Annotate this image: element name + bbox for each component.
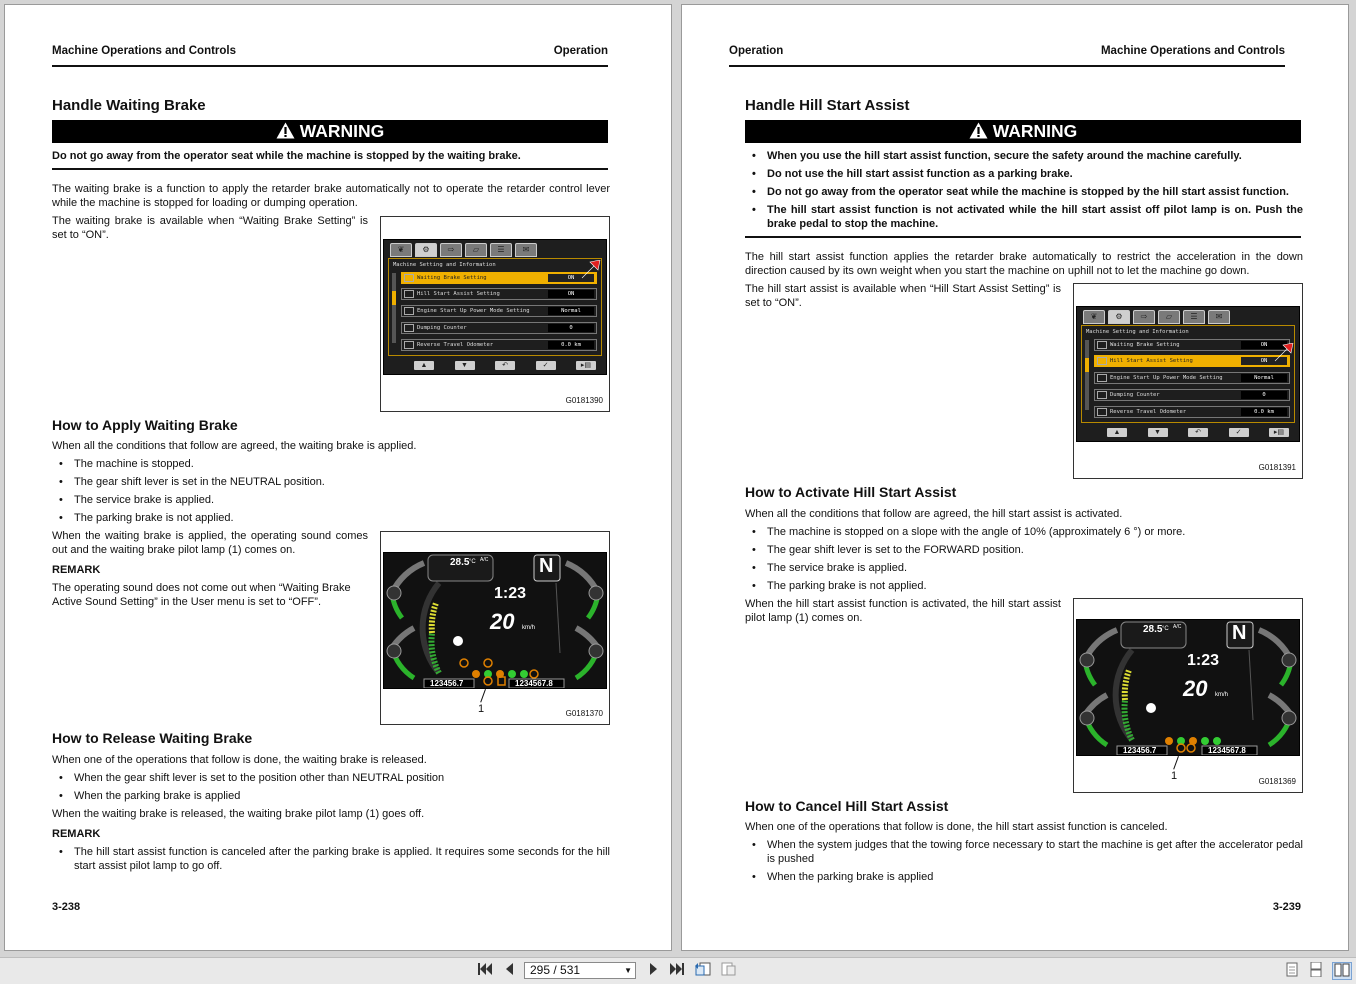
menu-row-waiting-brake: Waiting Brake Setting ON — [401, 272, 597, 284]
figure-code: G0181370 — [565, 709, 603, 718]
viewer-toolbar — [0, 957, 1356, 984]
monitor-settings-screen — [1076, 306, 1300, 442]
intro-paragraph: The waiting brake is a function to apply the retarder brake automatically not to operate the retarder control lever while the machine is stopped for loading or dumping operation. — [52, 183, 610, 209]
warning-banner — [52, 120, 608, 143]
dropdown-arrow-icon: ▼ — [624, 966, 632, 975]
remark-list — [52, 846, 610, 873]
menu-row-waiting-brake: Waiting Brake Setting ON — [1094, 339, 1290, 351]
confirm-icon: ✓ — [1229, 428, 1249, 437]
temperature-unit: °C — [469, 559, 476, 565]
list-item: • When the parking brake is applied — [745, 871, 1303, 885]
list-item: • When the parking brake is applied — [52, 790, 612, 804]
header-right: Machine Operations and Controls — [1100, 45, 1285, 57]
apply-conditions-list — [52, 458, 612, 526]
page-icon: ▸▤ — [576, 361, 596, 370]
activate-after-paragraph: When the hill start assist function is activated, the hill start assist pilot lamp (1) comes on. — [745, 598, 1061, 624]
clock: 1:23 — [1187, 652, 1220, 669]
callout-leader — [1173, 756, 1179, 769]
page-indicator: 295 / 531 — [530, 963, 581, 977]
settings-tab-icon: ⚙ — [415, 243, 437, 257]
callout-number: 1 — [478, 703, 485, 715]
screen-buttons — [1107, 428, 1289, 438]
dashboard-figure — [1073, 598, 1303, 793]
previous-view-icon[interactable] — [694, 962, 712, 980]
warning-divider — [745, 236, 1301, 238]
gear-indicator: N — [539, 555, 554, 577]
page-icon: ▸▤ — [1269, 428, 1289, 437]
power-mode-icon — [1097, 374, 1107, 382]
cancel-heading: How to Cancel Hill Start Assist — [745, 798, 949, 814]
list-tab-icon: ☰ — [1183, 310, 1205, 324]
list-item: • Do not go away from the operator seat while the machine is stopped by the hill start assist function. — [745, 186, 1303, 200]
last-page-icon[interactable] — [668, 962, 686, 980]
instrument-panel — [383, 552, 607, 689]
page-number: 3-239 — [1272, 901, 1301, 913]
truck-tab-icon: ▱ — [1158, 310, 1180, 324]
two-page-view-icon[interactable] — [1332, 962, 1352, 980]
list-item: • The machine is stopped on a slope with the angle of 10% (approximately 6 °) or more. — [745, 526, 1303, 540]
cancel-conditions-list — [745, 839, 1303, 884]
speed-unit: km/h — [522, 625, 536, 631]
menu-frame — [388, 258, 602, 356]
down-icon: ▼ — [455, 361, 475, 370]
menu-row-reverse-odometer: Reverse Travel Odometer 0.0 km — [1094, 406, 1290, 418]
next-page-icon[interactable] — [646, 962, 660, 980]
settings-tab-icon: ⚙ — [1108, 310, 1130, 324]
brake-icon — [1097, 341, 1107, 349]
callout-leader — [480, 689, 486, 702]
release-conditions-list — [52, 772, 612, 804]
reverse-icon — [1097, 408, 1107, 416]
odometer-left: 123456.7 — [430, 679, 464, 688]
section-title: Handle Hill Start Assist — [745, 97, 910, 114]
page-number-select[interactable] — [524, 962, 636, 979]
availability-paragraph: The waiting brake is available when “Waiting Brake Setting” is set to “ON”. — [52, 215, 368, 241]
warning-banner — [745, 120, 1301, 143]
settings-screen-figure — [1073, 283, 1303, 479]
gear-indicator: N — [1232, 622, 1247, 644]
figure-code: G0181390 — [565, 396, 603, 405]
leaf-tab-icon: ❦ — [390, 243, 412, 257]
warning-text: Do not go away from the operator seat while the machine is stopped by the waiting brake. — [52, 150, 521, 162]
list-item: • The hill start assist function is canceled after the parking brake is applied. It requires some seconds for the hill start assist pilot lamp to go off. — [52, 846, 610, 873]
menu-row-dumping-counter: Dumping Counter 0 — [1094, 389, 1290, 401]
list-item: • The gear shift lever is set in the NEUTRAL position. — [52, 476, 612, 490]
reverse-icon — [404, 341, 414, 349]
arrow-tab-icon: ⇨ — [1133, 310, 1155, 324]
previous-page-icon[interactable] — [502, 962, 516, 980]
remark-text: The operating sound does not come out when “Waiting Brake Active Sound Setting” in the User menu is set to “OFF”. — [52, 582, 351, 608]
screen-tabs — [1083, 310, 1230, 324]
page-header — [52, 45, 608, 67]
temperature-readout: 28.5 — [450, 557, 470, 568]
dump-icon — [404, 324, 414, 332]
menu-row-dumping-counter: Dumping Counter 0 — [401, 322, 597, 334]
warning-list — [745, 150, 1303, 231]
clock: 1:23 — [494, 585, 527, 602]
back-icon: ↶ — [495, 361, 515, 370]
screen-buttons — [414, 361, 596, 371]
page-header — [729, 45, 1285, 67]
activate-conditions-list — [745, 526, 1303, 594]
list-item: • When the gear shift lever is set to the position other than NEUTRAL position — [52, 772, 612, 786]
callout-number: 1 — [1171, 770, 1178, 782]
apply-after-paragraph: When the waiting brake is applied, the operating sound comes out and the waiting brake pilot lamp (1) comes on. — [52, 530, 368, 556]
speed-readout: 20 — [490, 609, 515, 634]
figure-code: G0181369 — [1258, 777, 1296, 786]
speed-readout: 20 — [1183, 676, 1208, 701]
leaf-tab-icon: ❦ — [1083, 310, 1105, 324]
apply-intro: When all the conditions that follow are agreed, the waiting brake is applied. — [52, 440, 417, 452]
power-mode-icon — [404, 307, 414, 315]
ac-label: A/C — [1173, 624, 1182, 630]
ac-label: A/C — [480, 557, 489, 563]
list-item: • The parking brake is not applied. — [52, 512, 612, 526]
red-pointer-arrow-icon — [580, 260, 602, 280]
warning-divider — [52, 168, 608, 170]
next-view-icon[interactable] — [720, 962, 738, 980]
single-page-view-icon[interactable] — [1284, 962, 1300, 980]
back-icon: ↶ — [1188, 428, 1208, 437]
list-item: • The machine is stopped. — [52, 458, 612, 472]
right-page — [681, 4, 1349, 951]
list-item: • The parking brake is not applied. — [745, 580, 1303, 594]
up-icon: ▲ — [1107, 428, 1127, 437]
release-intro: When one of the operations that follow is done, the waiting brake is released. — [52, 754, 427, 766]
list-item: • The gear shift lever is set to the FORWARD position. — [745, 544, 1303, 558]
list-item: • Do not use the hill start assist function as a parking brake. — [745, 168, 1303, 182]
remark-label: REMARK — [52, 564, 101, 576]
activate-heading: How to Activate Hill Start Assist — [745, 484, 957, 500]
confirm-icon: ✓ — [536, 361, 556, 370]
temperature-readout: 28.5 — [1143, 624, 1163, 635]
section-title: Handle Waiting Brake — [52, 97, 206, 114]
page-number: 3-238 — [52, 901, 81, 913]
warning-triangle-icon — [276, 122, 295, 145]
screen-title: Machine Setting and Information — [1086, 329, 1189, 335]
instrument-panel — [1076, 619, 1300, 756]
menu-scrollbar — [1085, 340, 1089, 410]
red-pointer-arrow-icon — [1273, 343, 1295, 363]
header-right: Operation — [553, 45, 608, 57]
list-item: • The service brake is applied. — [745, 562, 1303, 576]
dashboard-figure — [380, 531, 610, 725]
screen-title: Machine Setting and Information — [393, 262, 496, 268]
continuous-view-icon[interactable] — [1308, 962, 1324, 980]
monitor-settings-screen — [383, 239, 607, 375]
intro-paragraph: The hill start assist function applies the retarder brake automatically to restrict the acceleration in the down direction caused by its own weight when you start the machine on uphill not to let the machine go down. — [745, 251, 1303, 277]
truck-tab-icon: ▱ — [465, 243, 487, 257]
menu-row-hill-start: Hill Start Assist Setting ON — [1094, 355, 1290, 367]
hill-icon — [404, 290, 414, 298]
odometer-right: 1234567.8 — [515, 679, 553, 688]
cancel-intro: When one of the operations that follow is done, the hill start assist function is canceled. — [745, 821, 1168, 833]
warning-label: WARNING — [992, 121, 1078, 141]
dump-icon — [1097, 391, 1107, 399]
hill-icon — [1097, 357, 1107, 365]
release-after-paragraph: When the waiting brake is released, the waiting brake pilot lamp (1) goes off. — [52, 808, 425, 820]
menu-row-hill-start: Hill Start Assist Setting ON — [401, 288, 597, 300]
brake-icon — [404, 274, 414, 282]
up-icon: ▲ — [414, 361, 434, 370]
menu-scrollbar — [392, 273, 396, 343]
availability-paragraph: The hill start assist is available when “Hill Start Assist Setting” is set to “ON”. — [745, 283, 1061, 309]
odometer-left: 123456.7 — [1123, 746, 1157, 755]
activate-intro: When all the conditions that follow are agreed, the hill start assist is activated. — [745, 508, 1123, 520]
list-item: • When you use the hill start assist function, secure the safety around the machine carefully. — [745, 150, 1303, 164]
list-tab-icon: ☰ — [490, 243, 512, 257]
warning-triangle-icon — [969, 122, 988, 145]
temperature-unit: °C — [1162, 626, 1169, 632]
menu-row-reverse-odometer: Reverse Travel Odometer 0.0 km — [401, 339, 597, 351]
header-left: Machine Operations and Controls — [52, 45, 237, 57]
header-left: Operation — [729, 45, 784, 57]
menu-row-engine-power: Engine Start Up Power Mode Setting Normal — [401, 305, 597, 317]
first-page-icon[interactable] — [476, 962, 494, 980]
remark-label: REMARK — [52, 828, 101, 840]
odometer-right: 1234567.8 — [1208, 746, 1246, 755]
down-icon: ▼ — [1148, 428, 1168, 437]
arrow-tab-icon: ⇨ — [440, 243, 462, 257]
mail-tab-icon: ✉ — [515, 243, 537, 257]
list-item: • The hill start assist function is not activated while the hill start assist off pilot lamp is on. Push the brake pedal to stop the machine. — [745, 204, 1303, 231]
speed-unit: km/h — [1215, 692, 1229, 698]
settings-screen-figure — [380, 216, 610, 412]
list-item: • When the system judges that the towing force necessary to start the machine is get after the accelerator pedal is pushed — [745, 839, 1303, 866]
release-heading: How to Release Waiting Brake — [52, 730, 253, 746]
warning-label: WARNING — [299, 121, 385, 141]
apply-heading: How to Apply Waiting Brake — [52, 417, 238, 433]
list-item: • The service brake is applied. — [52, 494, 612, 508]
mail-tab-icon: ✉ — [1208, 310, 1230, 324]
figure-code: G0181391 — [1258, 463, 1296, 472]
screen-tabs — [390, 243, 537, 257]
menu-frame — [1081, 325, 1295, 423]
left-page — [4, 4, 672, 951]
menu-row-engine-power: Engine Start Up Power Mode Setting Normal — [1094, 372, 1290, 384]
